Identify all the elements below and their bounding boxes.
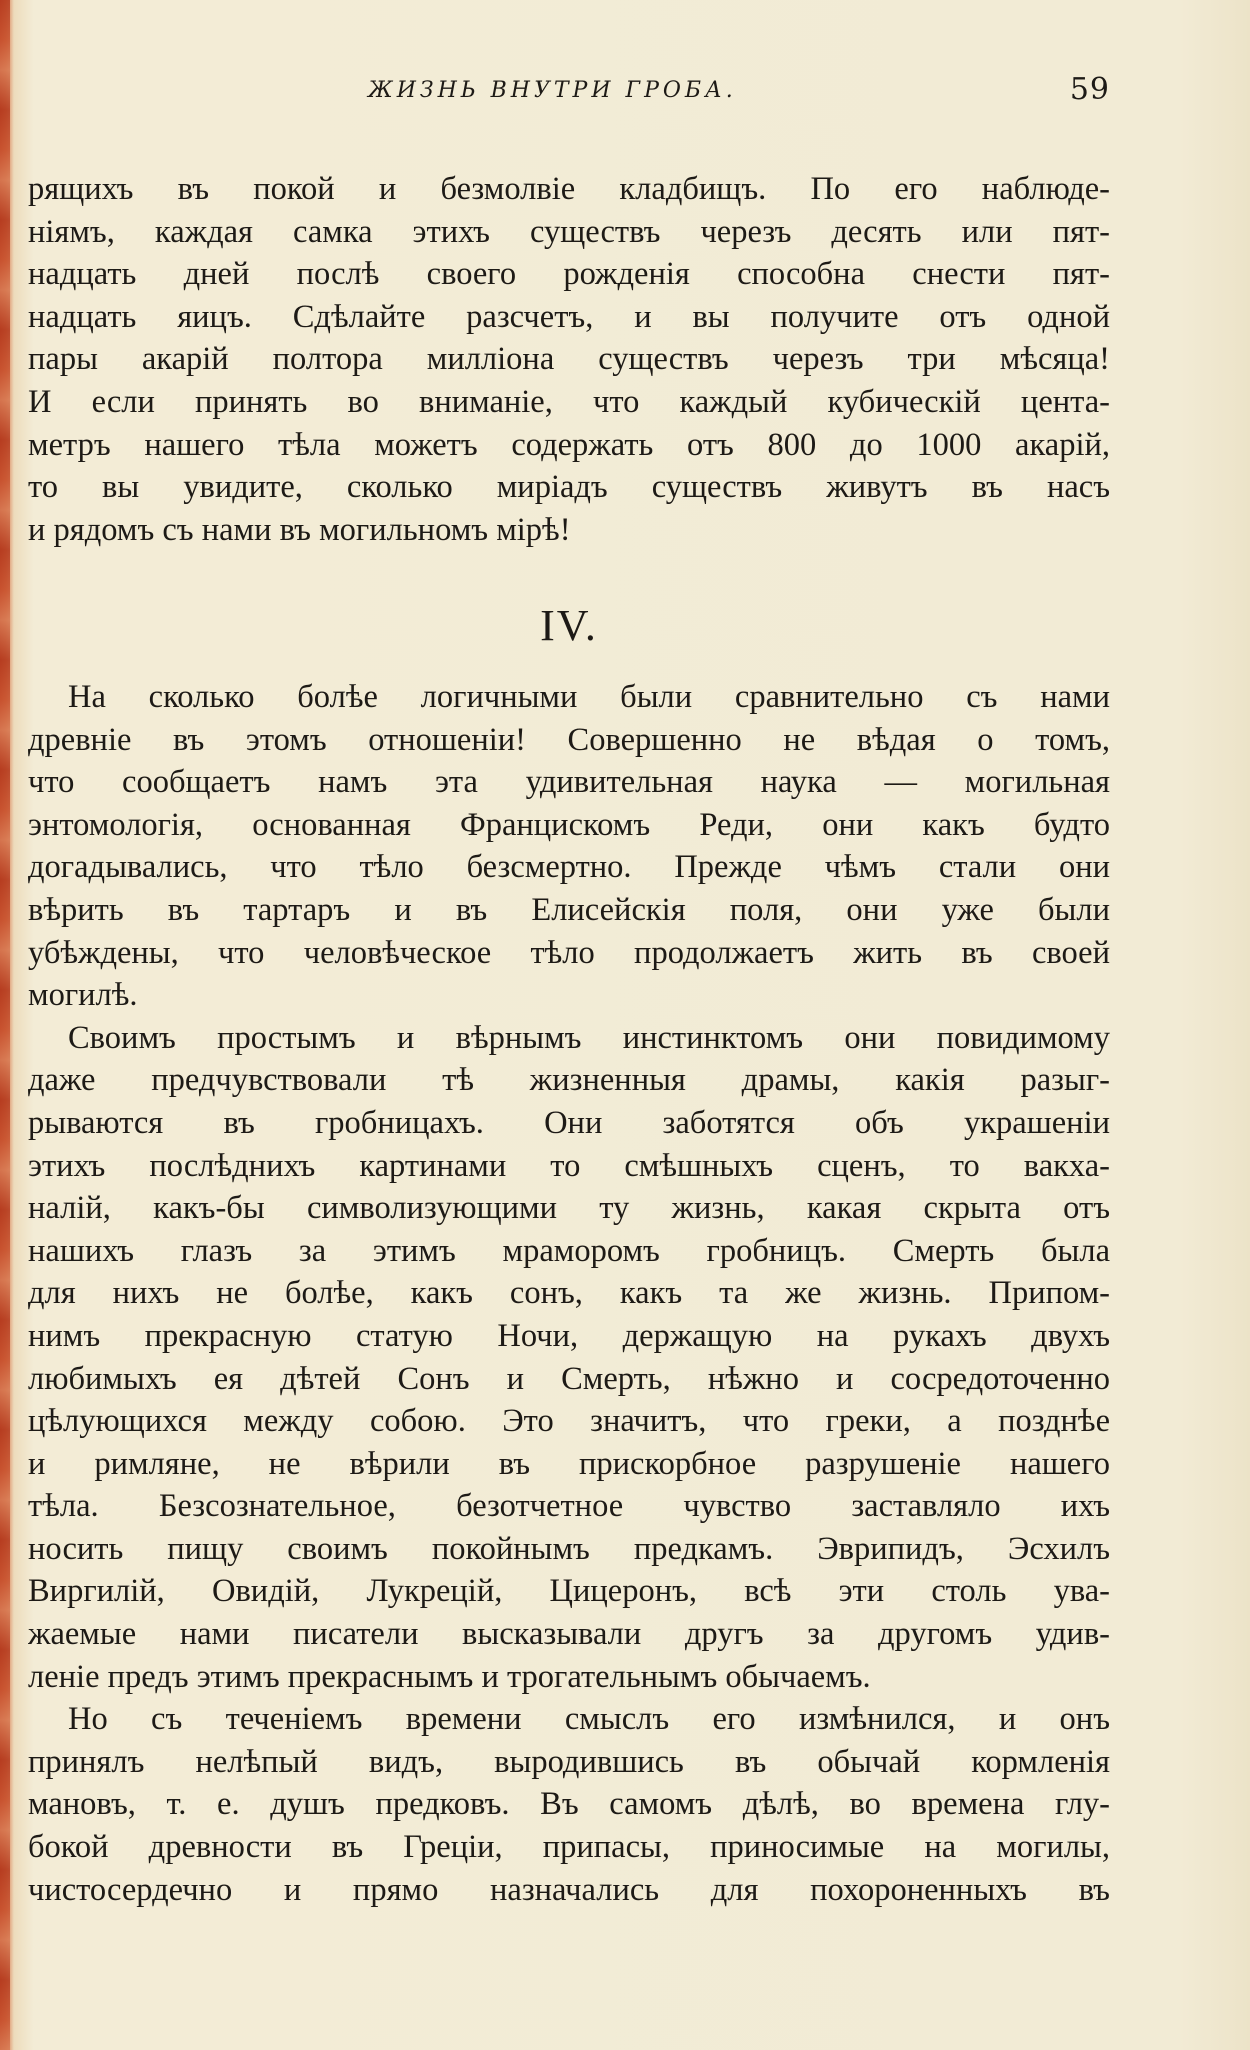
text-line: принялъ нелѣпый видъ, выродившись въ обычай кормленія bbox=[28, 1743, 1110, 1780]
text-line: цѣлующихся между собою. Это значитъ, что греки, а позднѣе bbox=[28, 1403, 1110, 1440]
text-line: пары акарій полтора милліона существъ черезъ три мѣсяца! bbox=[28, 341, 1110, 378]
page-edge-stain bbox=[0, 0, 10, 2050]
running-title: ЖИЗНЬ ВНУТРИ ГРОБА. bbox=[368, 78, 737, 103]
page-number: 59 bbox=[1069, 72, 1110, 107]
text-line: догадывались, что тѣло безсмертно. Прежде чѣмъ стали они bbox=[28, 849, 1110, 886]
text-line: вѣрить въ тартаръ и въ Елисейскія поля, они уже были bbox=[28, 891, 1110, 928]
text-line: даже предчувствовали тѣ жизненныя драмы, какія разыг- bbox=[28, 1062, 1110, 1099]
text-line: леніе предъ этимъ прекраснымъ и трогательнымъ обычаемъ. bbox=[28, 1658, 871, 1695]
text-line: налій, какъ-бы символизующими ту жизнь, какая скрыта отъ bbox=[28, 1190, 1110, 1227]
text-line: нашихъ глазъ за этимъ мраморомъ гробницъ. Смерть была bbox=[28, 1232, 1110, 1269]
text-line: чистосердечно и прямо назначались для похороненныхъ въ bbox=[28, 1871, 1110, 1908]
section-body bbox=[28, 676, 1110, 1911]
text-line: и римляне, не вѣрили въ прискорбное разрушеніе нашего bbox=[28, 1445, 1110, 1482]
text-line: И если принять во вниманіе, что каждый кубическій цента- bbox=[28, 383, 1110, 420]
text-line: убѣждены, что человѣческое тѣло продолжаетъ жить въ своей bbox=[28, 934, 1110, 971]
text-line: На сколько болѣе логичными были сравнительно съ нами bbox=[68, 679, 1110, 715]
text-line: для нихъ не болѣе, какъ сонъ, какъ та же жизнь. Припом- bbox=[28, 1275, 1110, 1312]
text-line: Своимъ простымъ и вѣрнымъ инстинктомъ они повидимому bbox=[68, 1019, 1110, 1056]
text-line: и рядомъ съ нами въ могильномъ мірѣ! bbox=[28, 511, 571, 548]
text-line: бокой древности въ Греціи, припасы, приносимые на могилы, bbox=[28, 1829, 1110, 1866]
page-header bbox=[28, 72, 1110, 112]
text-line: метръ нашего тѣла можетъ содержать отъ 800 до 1000 акарій, bbox=[28, 426, 1110, 463]
text-line: Виргилій, Овидій, Лукрецій, Цицеронъ, всѣ эти столь ува- bbox=[28, 1573, 1110, 1610]
text-line: рящихъ въ покой и безмолвіе кладбищъ. По его наблюде- bbox=[28, 171, 1110, 207]
text-line: могилѣ. bbox=[28, 977, 138, 1014]
text-line: то вы увидите, сколько миріадъ существъ живутъ въ насъ bbox=[28, 469, 1110, 506]
text-line: надцать яицъ. Сдѣлайте разсчетъ, и вы получите отъ одной bbox=[28, 298, 1110, 335]
text-line: тѣла. Безсознательное, безотчетное чувство заставляло ихъ bbox=[28, 1488, 1110, 1525]
text-line: носить пищу своимъ покойнымъ предкамъ. Эврипидъ, Эсхилъ bbox=[28, 1530, 1110, 1567]
text-line: жаемые нами писатели высказывали другъ за другомъ удив- bbox=[28, 1616, 1110, 1653]
text-line: надцать дней послѣ своего рожденія способна снести пят- bbox=[28, 256, 1110, 293]
text-line: энтомологія, основанная Францискомъ Реди, они какъ будто bbox=[28, 806, 1110, 843]
text-line: рываются въ гробницахъ. Они заботятся объ украшеніи bbox=[28, 1104, 1110, 1141]
text-line: ніямъ, каждая самка этихъ существъ черезъ десять или пят- bbox=[28, 213, 1110, 250]
section-heading: IV. bbox=[540, 601, 598, 650]
text-line: нимъ прекрасную статую Ночи, держащую на рукахъ двухъ bbox=[28, 1317, 1110, 1354]
continued-paragraph bbox=[28, 168, 1110, 551]
text-line: Но съ теченіемъ времени смыслъ его измѣнился, и онъ bbox=[68, 1701, 1110, 1738]
text-line: древніе въ этомъ отношеніи! Совершенно не вѣдая о томъ, bbox=[28, 721, 1110, 758]
text-line: мановъ, т. е. душъ предковъ. Въ самомъ дѣлѣ, во времена глу- bbox=[28, 1786, 1110, 1823]
text-line: любимыхъ ея дѣтей Сонъ и Смерть, нѣжно и сосредоточенно bbox=[28, 1360, 1110, 1397]
text-line: что сообщаетъ намъ эта удивительная наука — могильная bbox=[28, 764, 1110, 801]
text-line: этихъ послѣднихъ картинами то смѣшныхъ сценъ, то вакха- bbox=[28, 1147, 1110, 1184]
